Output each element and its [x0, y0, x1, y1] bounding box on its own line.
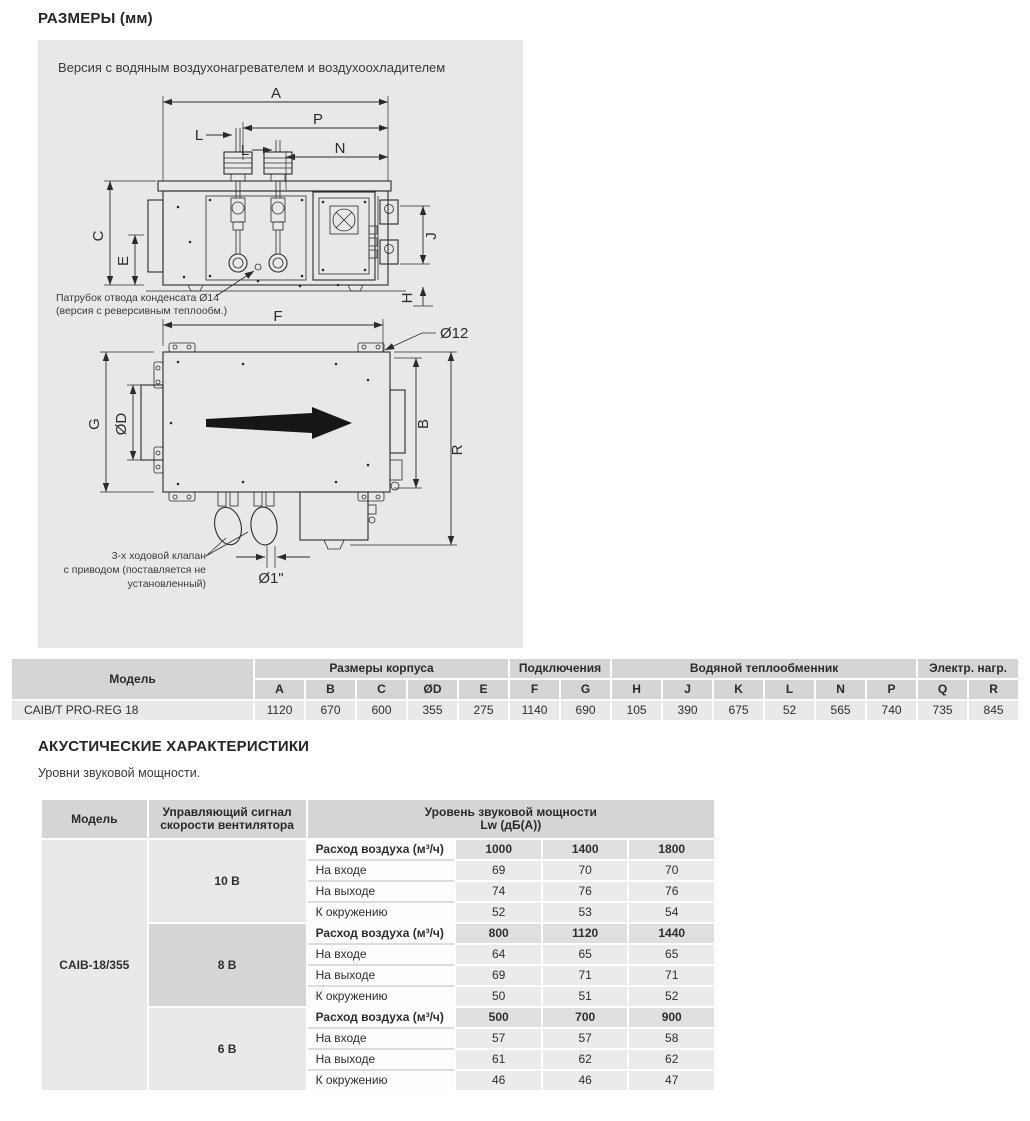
table-row	[42, 840, 714, 859]
bottom-box	[300, 492, 376, 549]
flow-value: 900	[629, 1008, 714, 1027]
dim-value: 275	[459, 701, 508, 720]
control-box	[313, 192, 377, 280]
outlet-flange	[390, 390, 405, 453]
signal-header: Управляющий сигнал скорости вентилятора	[149, 800, 306, 838]
dim-value: 735	[918, 701, 967, 720]
row-label: На входе	[308, 1029, 455, 1048]
hole-diameter-callout	[385, 325, 468, 350]
dim-col: P	[867, 680, 916, 699]
voltage-cell: 6 В	[149, 1008, 306, 1090]
svg-text:ØD: ØD	[113, 412, 130, 436]
dim-value: 52	[765, 701, 814, 720]
svg-text:F: F	[273, 308, 283, 325]
dimension-l1	[195, 127, 232, 144]
svg-text:J: J	[423, 232, 440, 240]
flow-value: 800	[456, 924, 541, 943]
level-value: 46	[543, 1071, 628, 1090]
level-value: 50	[456, 987, 541, 1006]
acoustics-table	[40, 798, 716, 1092]
level-value: 65	[629, 945, 714, 964]
dim-col: B	[306, 680, 355, 699]
model-header: Модель	[12, 659, 253, 699]
level-value: 51	[543, 987, 628, 1006]
flow-label: Расход воздуха (м³/ч)	[308, 1008, 455, 1027]
dim-value: 740	[867, 701, 916, 720]
svg-text:P: P	[312, 111, 324, 128]
level-value: 70	[543, 861, 628, 880]
drawing-subtitle: Версия с водяным воздухонагревателем и воздухоохладителем	[58, 60, 446, 75]
row-label: На выходе	[308, 1050, 455, 1069]
access-panel	[206, 196, 306, 280]
level-header-line1: Уровень звуковой мощности	[424, 805, 597, 820]
svg-text:Ø12: Ø12	[440, 325, 469, 342]
flow-label: Расход воздуха (м³/ч)	[308, 924, 455, 943]
dimension-d1	[236, 546, 310, 587]
level-header	[308, 800, 714, 838]
level-value: 62	[629, 1050, 714, 1069]
table-row	[12, 659, 1018, 678]
row-label: К окружению	[308, 903, 455, 922]
dim-value: 690	[561, 701, 610, 720]
dimension-d	[113, 385, 141, 460]
row-label: На входе	[308, 861, 455, 880]
dimension-c	[90, 181, 156, 285]
model-header: Модель	[42, 800, 147, 838]
row-label: На входе	[308, 945, 455, 964]
dim-col: A	[255, 680, 304, 699]
row-label: На выходе	[308, 882, 455, 901]
group-header: Электр. нагр.	[918, 659, 1018, 678]
side-view	[56, 85, 440, 317]
level-value: 65	[543, 945, 628, 964]
dim-value: 845	[969, 701, 1018, 720]
level-value: 70	[629, 861, 714, 880]
level-value: 76	[543, 882, 628, 901]
dimension-n	[286, 140, 388, 190]
dim-value: 670	[306, 701, 355, 720]
valve-note	[64, 550, 207, 590]
svg-text:R: R	[449, 444, 466, 456]
voltage-cell: 10 В	[149, 840, 306, 922]
technical-drawing	[38, 40, 523, 648]
dim-col: R	[969, 680, 1018, 699]
model-name: CAIB-18/355	[42, 840, 147, 1090]
dim-col: Q	[918, 680, 967, 699]
svg-text:N: N	[334, 140, 346, 157]
inlet-duct	[141, 385, 163, 460]
flow-value: 1000	[456, 840, 541, 859]
condensate-note	[56, 271, 254, 317]
dimensions-title: РАЗМЕРЫ (мм)	[38, 10, 153, 27]
group-header: Водяной теплообменник	[612, 659, 916, 678]
dimension-h	[399, 287, 433, 306]
dimension-j	[400, 206, 440, 264]
level-value: 71	[543, 966, 628, 985]
level-value: 58	[629, 1029, 714, 1048]
dim-value: 1120	[255, 701, 304, 720]
dim-value: 1140	[510, 701, 559, 720]
svg-text:с приводом (поставляется не: с приводом (поставляется не	[63, 564, 206, 576]
level-header-line2: Lw (дБ(А))	[480, 818, 542, 832]
dim-col: ØD	[408, 680, 457, 699]
dim-col: N	[816, 680, 865, 699]
svg-text:E: E	[115, 255, 132, 267]
svg-text:3-х ходовой клапан: 3-х ходовой клапан	[111, 550, 206, 562]
drawing-panel	[38, 40, 523, 648]
flow-label: Расход воздуха (м³/ч)	[308, 840, 455, 859]
table-row	[42, 800, 714, 838]
level-value: 74	[456, 882, 541, 901]
dimensions-table	[10, 657, 1020, 722]
level-value: 52	[629, 987, 714, 1006]
dim-col: H	[612, 680, 661, 699]
svg-text:G: G	[86, 418, 103, 430]
level-value: 69	[456, 861, 541, 880]
top-view	[64, 308, 469, 590]
dim-value: 675	[714, 701, 763, 720]
svg-text:L: L	[240, 142, 250, 159]
acoustics-subtitle: Уровни звуковой мощности.	[38, 766, 201, 780]
svg-text:установленный): установленный)	[127, 578, 206, 590]
svg-text:Патрубок отвода конденсата Ø14: Патрубок отвода конденсата Ø14	[56, 292, 220, 304]
flow-value: 1800	[629, 840, 714, 859]
flow-value: 500	[456, 1008, 541, 1027]
dim-col: F	[510, 680, 559, 699]
dimension-l2	[241, 142, 272, 159]
flow-value: 1120	[543, 924, 628, 943]
valve-actuators	[224, 128, 292, 198]
row-label: К окружению	[308, 987, 455, 1006]
dimension-e	[115, 235, 144, 285]
svg-text:B: B	[415, 418, 432, 430]
level-value: 52	[456, 903, 541, 922]
row-label: К окружению	[308, 1071, 455, 1090]
level-value: 57	[456, 1029, 541, 1048]
three-way-valves	[206, 492, 279, 556]
svg-text:L: L	[194, 127, 204, 144]
group-header: Размеры корпуса	[255, 659, 508, 678]
level-value: 62	[543, 1050, 628, 1069]
level-value: 47	[629, 1071, 714, 1090]
dimension-b	[394, 358, 432, 488]
dim-col: K	[714, 680, 763, 699]
voltage-cell: 8 В	[149, 924, 306, 1006]
acoustics-title: АКУСТИЧЕСКИЕ ХАРАКТЕРИСТИКИ	[38, 738, 310, 755]
condensate-port	[255, 264, 261, 270]
svg-text:A: A	[270, 85, 282, 102]
level-value: 53	[543, 903, 628, 922]
dim-value: 600	[357, 701, 406, 720]
dimension-p	[240, 111, 388, 160]
level-value: 71	[629, 966, 714, 985]
row-label: На выходе	[308, 966, 455, 985]
dim-value: 565	[816, 701, 865, 720]
dim-col: G	[561, 680, 610, 699]
table-row	[12, 701, 1018, 720]
level-value: 54	[629, 903, 714, 922]
level-value: 64	[456, 945, 541, 964]
dim-value: 355	[408, 701, 457, 720]
flow-value: 700	[543, 1008, 628, 1027]
flow-value: 1440	[629, 924, 714, 943]
svg-text:C: C	[90, 230, 107, 242]
level-value: 69	[456, 966, 541, 985]
group-header: Подключения	[510, 659, 610, 678]
dim-value: 105	[612, 701, 661, 720]
dim-col: C	[357, 680, 406, 699]
level-value: 46	[456, 1071, 541, 1090]
dim-value: 390	[663, 701, 712, 720]
svg-text:Ø1": Ø1"	[258, 570, 284, 587]
flow-value: 1400	[543, 840, 628, 859]
airflow-arrow-icon	[206, 407, 352, 439]
dim-col: J	[663, 680, 712, 699]
dim-col: E	[459, 680, 508, 699]
model-name: CAIB/T PRO-REG 18	[12, 701, 253, 720]
svg-text:(версия с реверсивным теплообм: (версия с реверсивным теплообм.)	[56, 305, 228, 317]
dim-col: L	[765, 680, 814, 699]
level-value: 61	[456, 1050, 541, 1069]
level-value: 76	[629, 882, 714, 901]
level-value: 57	[543, 1029, 628, 1048]
svg-text:H: H	[399, 292, 416, 304]
